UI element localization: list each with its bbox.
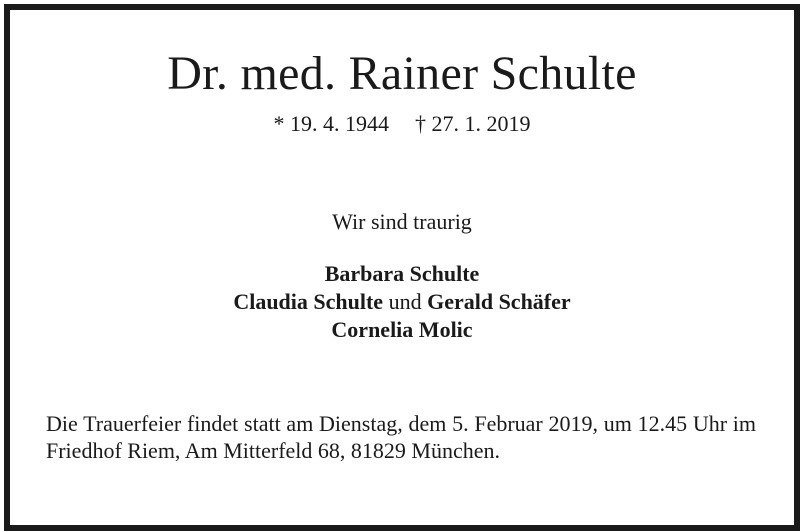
mourner-line-2 [10,288,794,316]
mourner-line-1 [10,260,794,288]
mourner-name: Claudia Schulte [233,289,384,314]
mourner-conjunction: und [388,289,422,314]
obituary-frame [4,4,800,531]
mourner-line-3 [10,316,794,344]
life-dates [10,110,794,138]
mourner-name: Gerald Schäfer [427,289,571,314]
mourner-name: Cornelia Molic [331,317,473,342]
mourner-name: Barbara Schulte [324,261,480,286]
mourners-list [10,260,794,344]
birth-date: * 19. 4. 1944 [273,111,389,136]
deceased-name: Dr. med. Rainer Schulte [167,47,637,100]
condolence-line: Wir sind traurig [332,209,472,234]
death-date: † 27. 1. 2019 [415,111,531,136]
funeral-service-details: Die Trauerfeier findet statt am Dienstag, dem 5. Februar 2019, um 12.45 Uhr im Friedhof Riem, Am Mitterfeld 68, 81829 München. [46,411,756,463]
